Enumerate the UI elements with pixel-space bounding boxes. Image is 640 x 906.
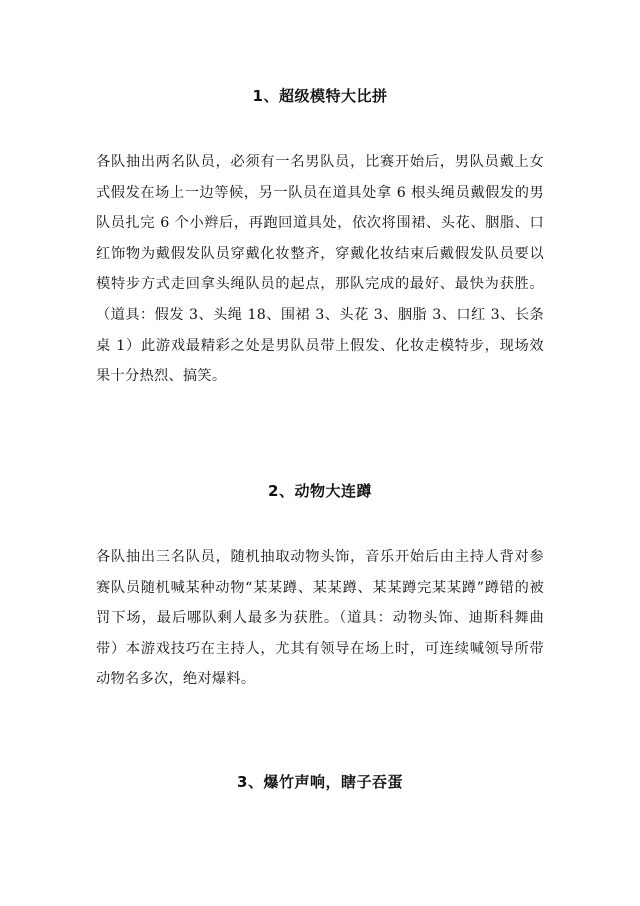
- body-line: 式假发在场上一边等候，另一队员在道具处拿 6 根头绳员戴假发的男: [96, 184, 544, 201]
- section-body-1: [96, 147, 544, 392]
- body-line: 红饰物为戴假发队员穿戴化妆整齐，穿戴化妆结束后戴假发队员要以: [96, 245, 544, 262]
- body-line: 模特步方式走回拿头绳队员的起点，那队完成的最好、最快为获胜。: [96, 276, 544, 293]
- body-line: 队员扎完 6 个小辫后，再跑回道具处，依次将围裙、头花、胭脂、口: [96, 215, 544, 232]
- section-heading-2: 2、动物大连蹲: [268, 482, 372, 500]
- section-heading-3: 3、爆竹声响，瞎子吞蛋: [237, 773, 403, 791]
- body-line: （道具：假发 3、头绳 18、围裙 3、头花 3、胭脂 3、口红 3、长条: [96, 306, 544, 323]
- body-line: 赛队员随机喊某种动物“某某蹲、某某蹲、某某蹲完某某蹲”蹲错的被: [96, 579, 544, 596]
- body-line: 带）本游戏技巧在主持人，尤其有领导在场上时，可连续喊领导所带: [96, 640, 544, 657]
- body-line: 各队抽出三名队员，随机抽取动物头饰，音乐开始后由主持人背对参: [96, 549, 544, 565]
- section-heading-1: 1、超级模特大比拼: [252, 87, 388, 105]
- body-line: 各队抽出两名队员，必须有一名男队员，比赛开始后，男队员戴上女: [96, 154, 544, 170]
- body-line: 果十分热烈、搞笑。: [96, 368, 227, 385]
- body-line: 罚下场，最后哪队剩人最多为获胜。（道具：动物头饰、迪斯科舞曲: [96, 610, 544, 627]
- body-line: 动物名多次，绝对爆料。: [96, 671, 256, 688]
- body-line: 桌 1）此游戏最精彩之处是男队员带上假发、化妆走模特步，现场效: [96, 337, 544, 354]
- section-body-2: [96, 542, 544, 695]
